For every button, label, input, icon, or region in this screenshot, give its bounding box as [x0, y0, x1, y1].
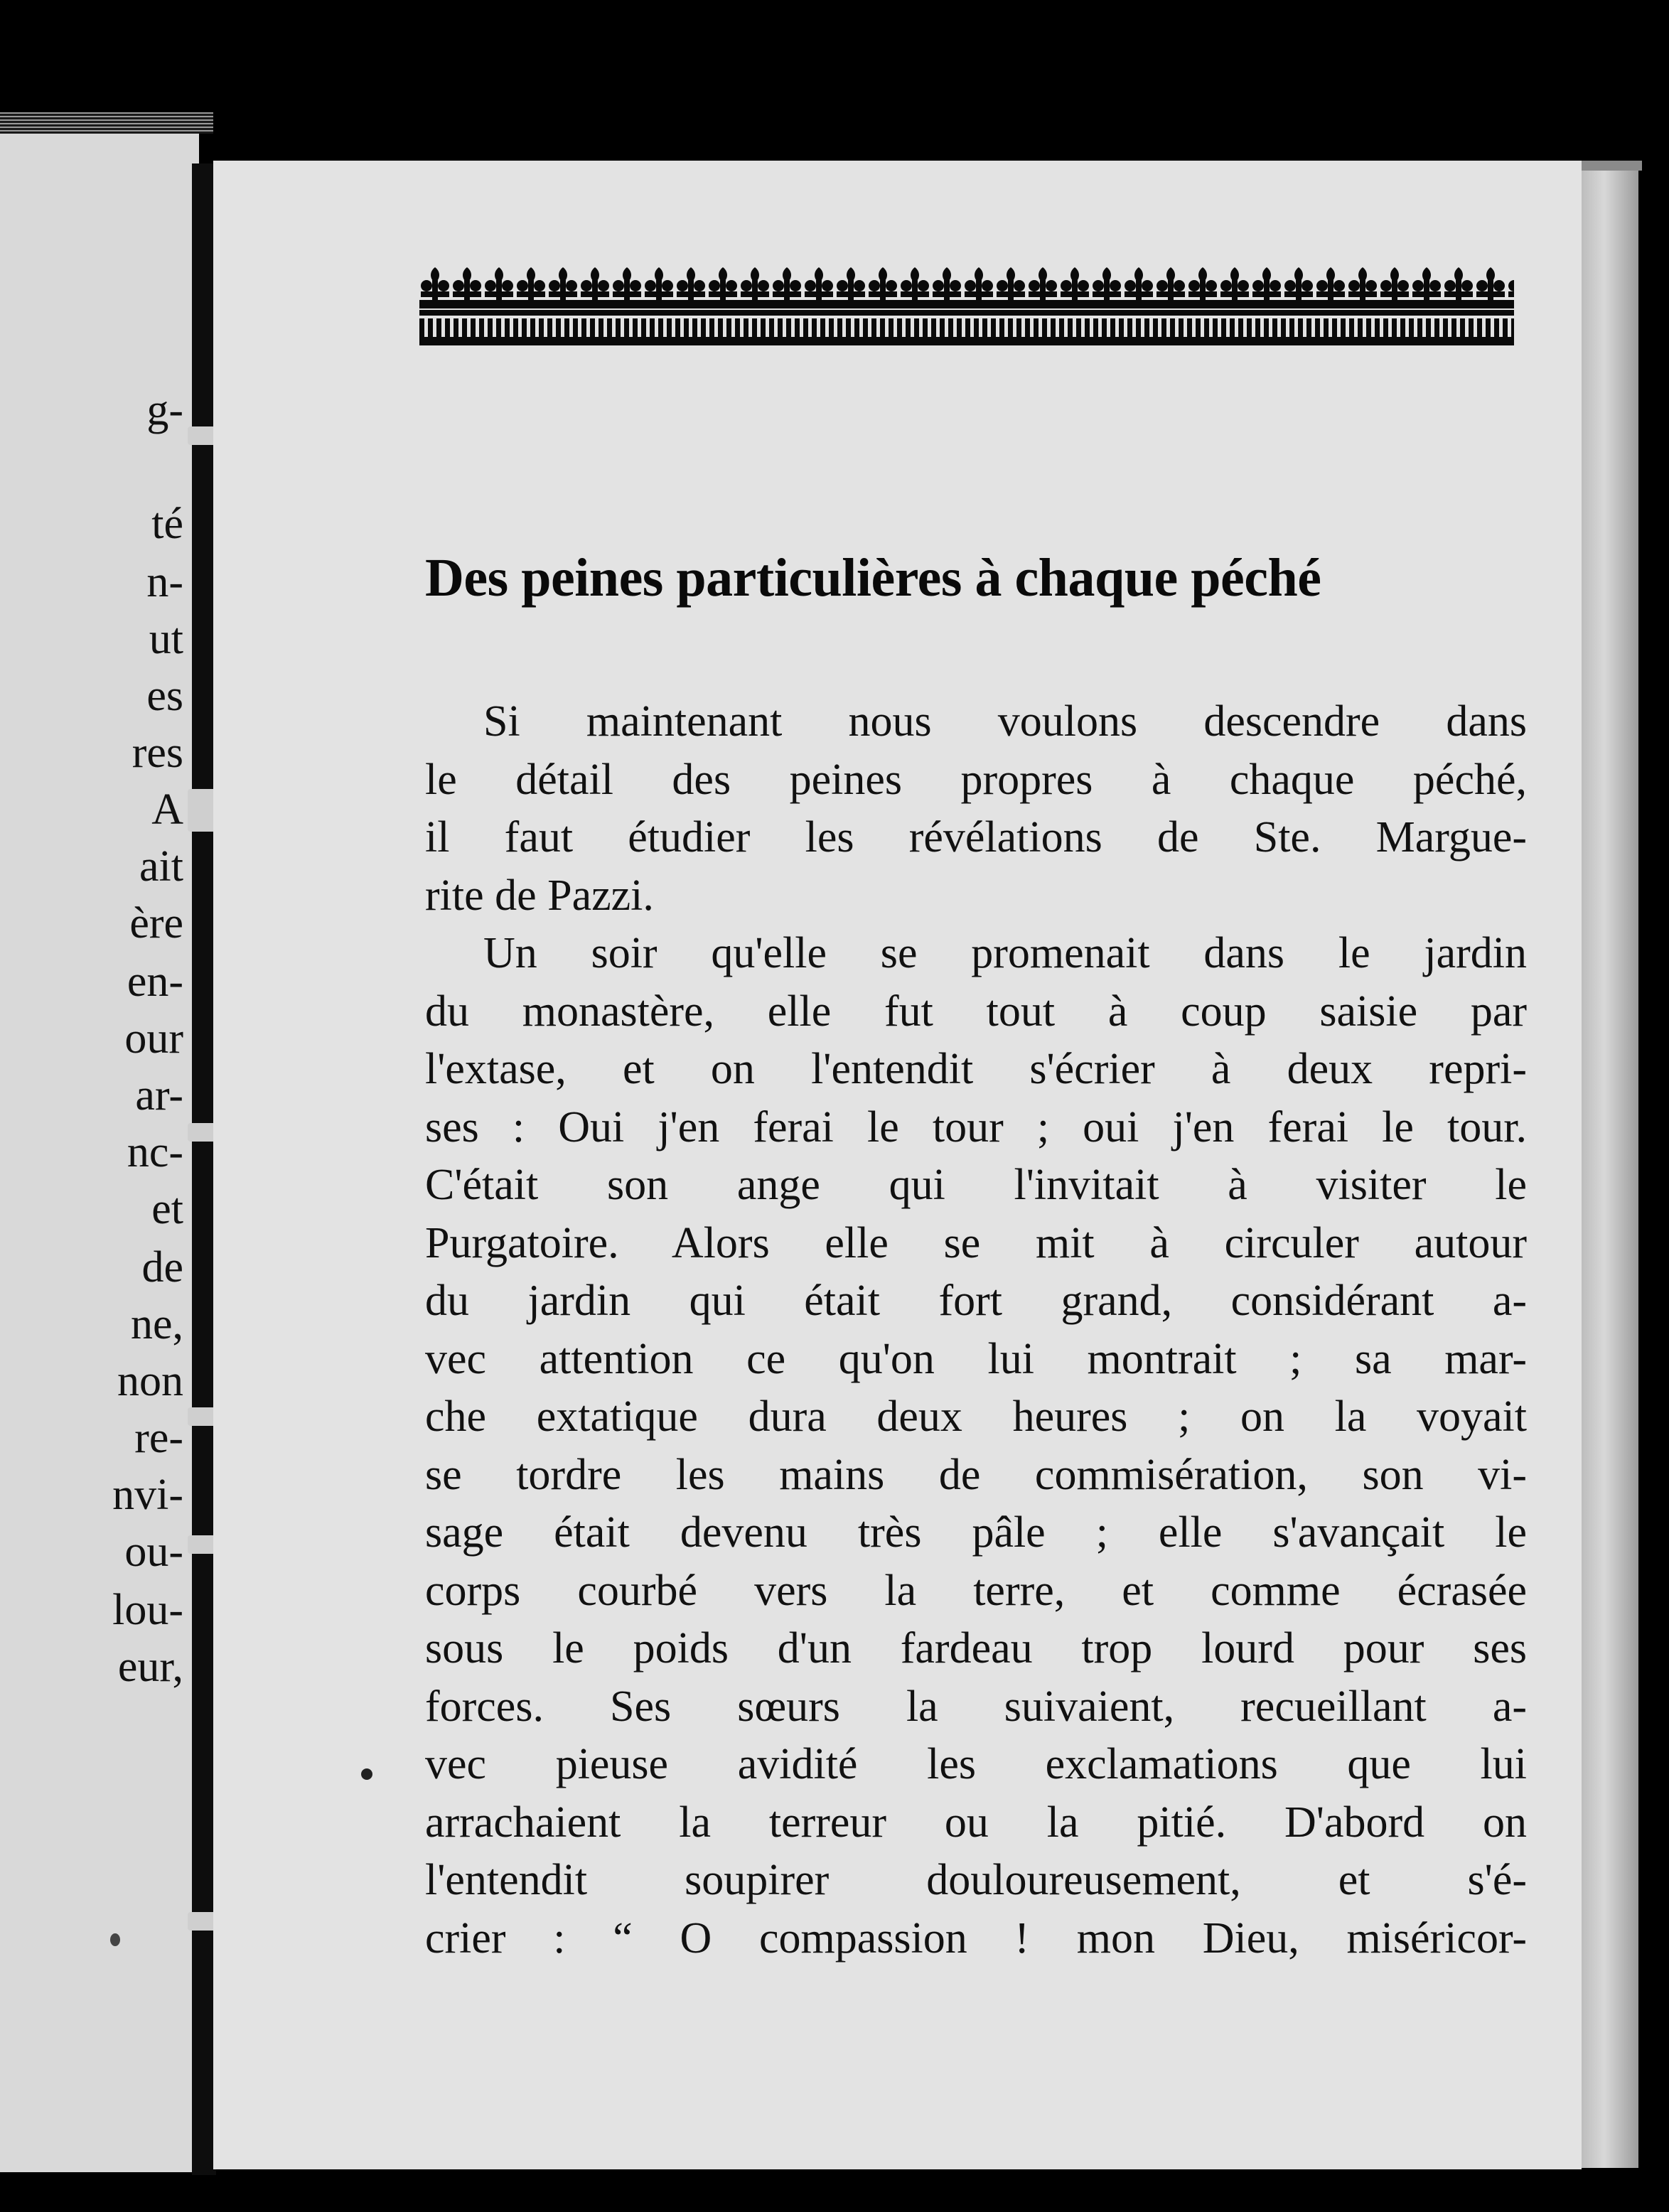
- left-page-fragment: et: [151, 1185, 183, 1233]
- left-page-fragment: lou-: [112, 1586, 183, 1634]
- text-line: vec attention ce qu'on lui montrait ; sa mar-: [425, 1334, 1527, 1383]
- left-page-fragment: our: [124, 1014, 183, 1063]
- text-line: sage était devenu très pâle ; elle s'avançait le: [425, 1508, 1527, 1557]
- text-line: du jardin qui était fort grand, considérant a-: [425, 1277, 1527, 1325]
- left-page-fragment: ut: [149, 615, 183, 663]
- text-line: du monastère, elle fut tout à coup saisie par: [425, 987, 1527, 1036]
- left-page-fragment: eur,: [117, 1643, 183, 1691]
- left-page-fragment: res: [132, 729, 183, 777]
- text-line: corps courbé vers la terre, et comme écrasée: [425, 1566, 1527, 1615]
- text-line: vec pieuse avidité les exclamations que lui: [425, 1740, 1527, 1788]
- left-page-fragment: ou-: [124, 1528, 183, 1576]
- left-page-fragment: nc-: [127, 1128, 183, 1176]
- text-line: il faut étudier les révélations de Ste. Margue-: [425, 813, 1527, 861]
- left-page-fragment: nvi-: [112, 1471, 183, 1519]
- left-page-fragment: n-: [146, 558, 183, 606]
- text-line: arrachaient la terreur ou la pitié. D'abord on: [425, 1798, 1527, 1847]
- text-line: l'entendit soupirer douloureusement, et s'é-: [425, 1856, 1527, 1904]
- paper-speck: [110, 1933, 120, 1946]
- left-page-fragment: A: [151, 785, 183, 834]
- page-edge: [1582, 171, 1638, 2168]
- chapter-heading: Des peines particulières à chaque péché: [425, 548, 1321, 608]
- page-stack-edge: [0, 112, 213, 134]
- text-line: Un soir qu'elle se promenait dans le jardin: [483, 929, 1527, 977]
- body-text: [425, 693, 1527, 1967]
- left-page-fragment: ar-: [135, 1071, 183, 1120]
- left-page-fragment: g-: [146, 386, 183, 434]
- left-page-fragment: té: [151, 500, 183, 548]
- text-line: l'extase, et on l'entendit s'écrier à deux repri-: [425, 1045, 1527, 1093]
- book-gutter: [192, 163, 216, 2175]
- left-page-fragment: ait: [139, 842, 183, 891]
- left-page: [0, 121, 199, 2172]
- text-line: Purgatoire. Alors elle se mit à circuler autour: [425, 1218, 1527, 1267]
- text-line: se tordre les mains de commisération, son vi-: [425, 1450, 1527, 1499]
- left-page-fragment: ne,: [130, 1300, 183, 1348]
- text-line: rite de Pazzi.: [425, 871, 654, 920]
- left-page-fragment: en-: [127, 957, 183, 1006]
- left-page-fragment: ère: [129, 899, 183, 947]
- left-page-fragment: non: [117, 1357, 183, 1405]
- text-line: forces. Ses sœurs la suivaient, recueillant a-: [425, 1682, 1527, 1731]
- left-page-fragment: es: [146, 672, 183, 720]
- text-line: C'était son ange qui l'invitait à visiter le: [425, 1161, 1527, 1209]
- left-page-fragment: de: [141, 1243, 183, 1292]
- text-line: Si maintenant nous voulons descendre dans: [483, 697, 1527, 746]
- text-line: che extatique dura deux heures ; on la voyait: [425, 1392, 1527, 1441]
- text-line: le détail des peines propres à chaque péché,: [425, 755, 1527, 804]
- ornament-band: [419, 264, 1514, 348]
- text-line: ses : Oui j'en ferai le tour ; oui j'en ferai le tour.: [425, 1102, 1527, 1151]
- text-line: crier : “ O compassion ! mon Dieu, miséricor-: [425, 1913, 1527, 1963]
- margin-dot: [361, 1768, 372, 1780]
- text-line: sous le poids d'un fardeau trop lourd pour ses: [425, 1624, 1527, 1673]
- left-page-fragment: re-: [134, 1414, 183, 1462]
